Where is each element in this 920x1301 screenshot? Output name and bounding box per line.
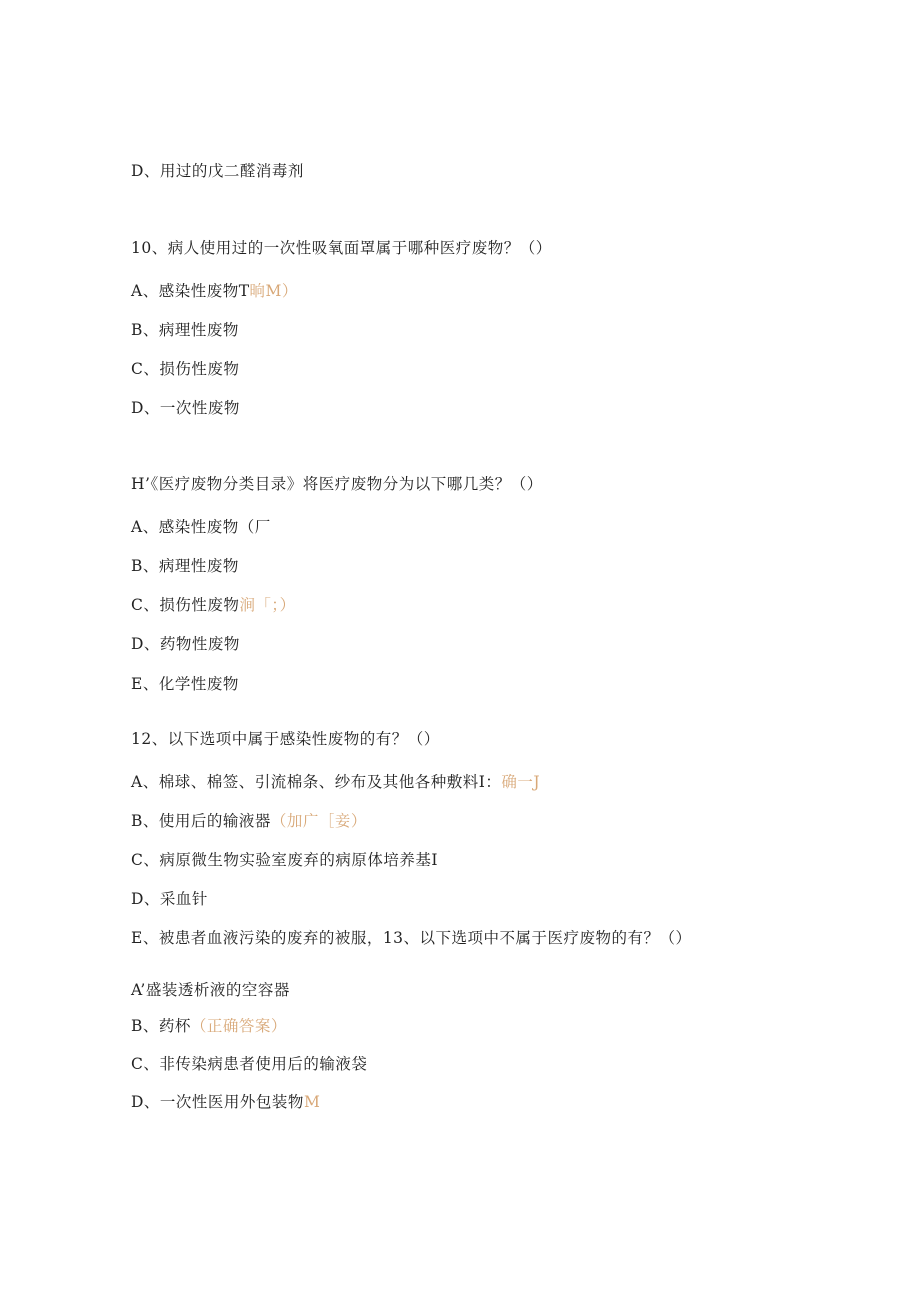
- answer-annotation: 确一J: [501, 773, 541, 791]
- answer-annotation: （加广［妾）: [270, 812, 367, 830]
- question-12-option-b: [131, 811, 367, 831]
- line-text: 12、以下选项中属于感染性废物的有？（）: [131, 730, 440, 748]
- question-12-option-d: [131, 889, 208, 909]
- question-13-option-a: [131, 980, 290, 1000]
- line-text: A、棉球、棉签、引流棉条、纱布及其他各种敷料I：: [131, 773, 502, 791]
- answer-annotation: 涧「；）: [239, 596, 296, 614]
- line-text: C、损伤性废物: [131, 596, 240, 614]
- question-10-option-a: [131, 281, 298, 301]
- line-text: C、病原微生物实验室废弃的病原体培养基I: [131, 851, 438, 869]
- question-11-option-c: [131, 595, 296, 615]
- line-text: D、一次性废物: [131, 399, 240, 417]
- question-12-option-c: [131, 850, 438, 870]
- line-text: D、采血针: [131, 890, 208, 908]
- question-10-option-c: [131, 359, 239, 379]
- line-text: B、药杯: [131, 1017, 191, 1035]
- question-9-option-d: [131, 161, 304, 181]
- line-text: 10、病人使用过的一次性吸氧面罩属于哪种医疗废物？（）: [131, 239, 552, 257]
- question-12-option-e: [131, 928, 692, 948]
- line-text: B、病理性废物: [131, 557, 239, 575]
- line-text: D、用过的戊二醛消毒剂: [131, 162, 304, 180]
- line-text: A’盛装透析液的空容器: [131, 981, 290, 999]
- question-13-option-b: [131, 1016, 287, 1036]
- question-10-option-b: [131, 320, 239, 340]
- answer-annotation: M: [303, 1093, 321, 1111]
- question-11-option-e: [131, 674, 239, 694]
- question-11-stem: [131, 474, 543, 494]
- line-text: E、化学性废物: [131, 675, 239, 693]
- question-10-stem: [131, 238, 552, 258]
- answer-annotation: （正确答案）: [190, 1017, 287, 1035]
- question-10-option-d: [131, 398, 240, 418]
- line-text: D、一次性医用外包装物: [131, 1093, 304, 1111]
- question-11-option-d: [131, 634, 240, 654]
- question-11-option-b: [131, 556, 239, 576]
- line-text: A、感染性废物T: [131, 282, 250, 300]
- question-12-option-a: [131, 772, 540, 792]
- question-13-option-c: [131, 1054, 367, 1074]
- line-text: E、被患者血液污染的废弃的被服，13、以下选项中不属于医疗废物的有？（）: [131, 929, 692, 947]
- line-text: B、病理性废物: [131, 321, 239, 339]
- answer-annotation: 晌M）: [249, 282, 298, 300]
- line-text: B、使用后的输液器: [131, 812, 271, 830]
- line-text: D、药物性废物: [131, 635, 240, 653]
- question-13-option-d: [131, 1092, 320, 1112]
- line-text: C、损伤性废物: [131, 360, 240, 378]
- line-text: C、非传染病患者使用后的输液袋: [131, 1055, 368, 1073]
- line-text: H’《医疗废物分类目录》将医疗废物分为以下哪几类？（）: [131, 475, 543, 493]
- question-11-option-a: [131, 517, 271, 537]
- line-text: A、感染性废物（厂: [131, 518, 271, 536]
- question-12-stem: [131, 729, 440, 749]
